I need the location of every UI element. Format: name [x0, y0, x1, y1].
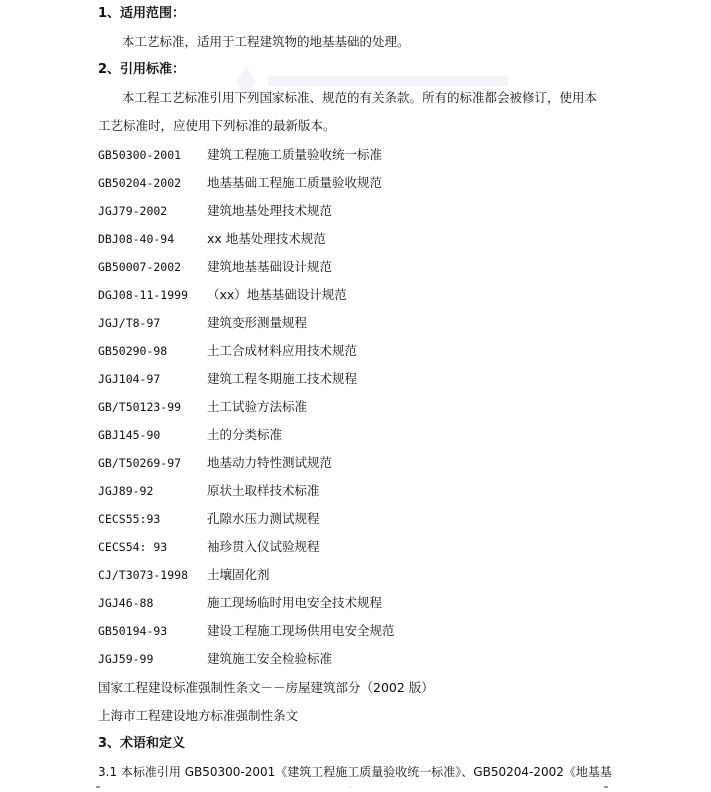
standard-name: 建筑工程冬期施工技术规程 — [207, 371, 358, 386]
standard-code: JGJ104-97 — [98, 372, 161, 386]
page-corner-mark-left — [96, 786, 100, 788]
standard-name: 土壤固化剂 — [207, 567, 270, 582]
standard-name: 土工合成材料应用技术规范 — [207, 343, 358, 358]
mandatory-provisions-national: 国家工程建设标准强制性条文－－房屋建筑部分（2002 版） — [98, 680, 434, 695]
standard-name: 建筑工程施工质量验收统一标准 — [207, 147, 383, 162]
standard-name: 建筑变形测量规程 — [207, 315, 308, 330]
standard-name: 建设工程施工现场供用电安全规范 — [207, 623, 395, 638]
section2-intro-line2: 工艺标准时，应使用下列标准的最新版本。 — [98, 118, 336, 133]
section2-heading: 2、引用标准： — [98, 62, 186, 77]
standard-code: GB50194-93 — [98, 624, 168, 638]
standard-code: CECS55:93 — [98, 512, 161, 526]
section1-heading: 1、适用范围： — [98, 6, 186, 21]
standard-name: xx 地基处理技术规范 — [207, 231, 326, 246]
section1-body: 本工艺标准，适用于工程建筑物的地基基础的处理。 — [122, 34, 410, 49]
standard-code: GBJ145-90 — [98, 428, 161, 442]
standard-code: GB50290-98 — [98, 344, 168, 358]
mandatory-provisions-shanghai: 上海市工程建设地方标准强制性条文 — [98, 708, 299, 723]
standard-name: 孔隙水压力测试规程 — [207, 511, 320, 526]
standard-code: JGJ46-88 — [98, 596, 154, 610]
standard-name: 建筑地基基础设计规范 — [207, 259, 333, 274]
standard-name: 地基基础工程施工质量验收规范 — [207, 175, 383, 190]
standard-code: GB50204-2002 — [98, 176, 182, 190]
standard-code: DBJ08-40-94 — [98, 232, 175, 246]
standard-code: GB/T50123-99 — [98, 400, 182, 414]
standard-code: DGJ08-11-1999 — [98, 288, 189, 302]
standard-name: （xx）地基基础设计规范 — [207, 287, 347, 302]
standard-code: GB50300-2001 — [98, 148, 182, 162]
standard-code: JGJ59-99 — [98, 652, 154, 666]
standard-name: 原状土取样技术标准 — [207, 483, 320, 498]
standard-name: 地基动力特性测试规范 — [207, 455, 333, 470]
standard-name: 袖珍贯入仪试验规程 — [207, 539, 320, 554]
standard-code: CECS54: 93 — [98, 540, 168, 554]
standard-name: 施工现场临时用电安全技术规程 — [207, 595, 383, 610]
page-center-mark: · — [349, 783, 352, 792]
standard-name: 建筑地基处理技术规范 — [207, 203, 333, 218]
standard-code: GB/T50269-97 — [98, 456, 182, 470]
standard-code: JGJ/T8-97 — [98, 316, 161, 330]
section3-heading: 3、术语和定义 — [98, 736, 186, 751]
section2-intro-line1: 本工程工艺标准引用下列国家标准、规范的有关条款。所有的标准都会被修订，使用本 — [122, 90, 598, 105]
standard-code: JGJ89-92 — [98, 484, 154, 498]
page-corner-mark-right — [604, 786, 608, 788]
standard-name: 土的分类标准 — [207, 427, 283, 442]
section3-body: 3.1 本标准引用 GB50300-2001《建筑工程施工质量验收统一标准》、GB50204-2002《地基基 — [98, 765, 612, 779]
standard-name: 土工试验方法标准 — [207, 399, 308, 414]
standard-code: GB50007-2002 — [98, 260, 182, 274]
standard-code: CJ/T3073-1998 — [98, 568, 189, 582]
standard-code: JGJ79-2002 — [98, 204, 168, 218]
standard-name: 建筑施工安全检验标准 — [207, 651, 333, 666]
